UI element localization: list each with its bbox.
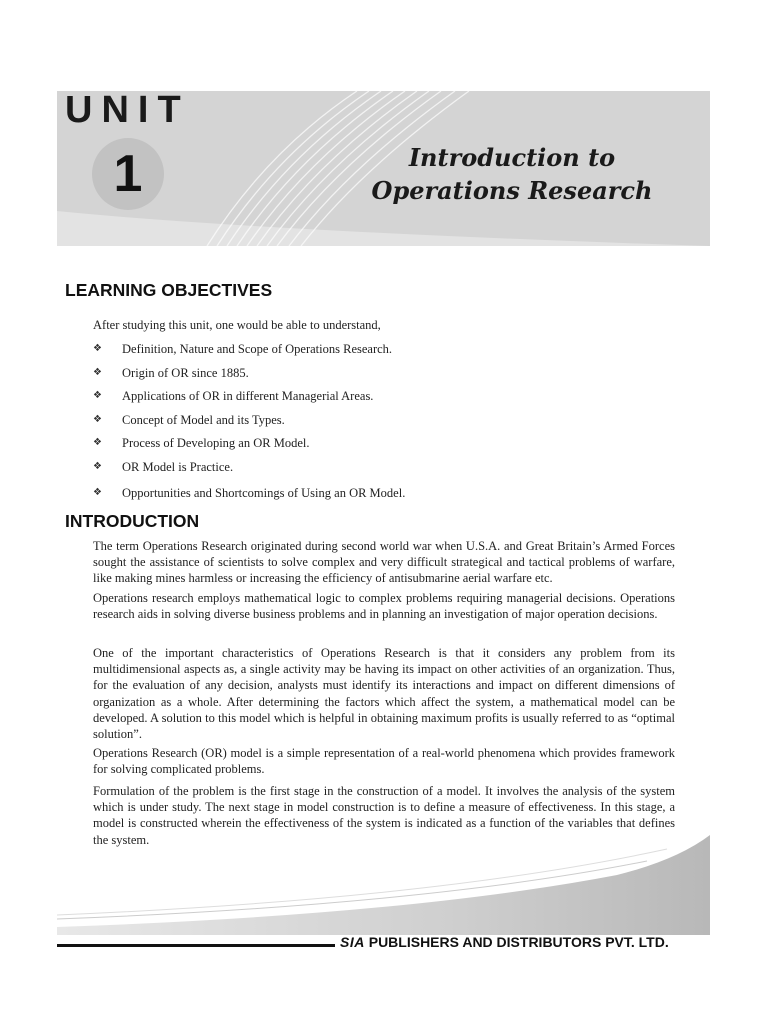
unit-title xyxy=(327,141,697,207)
unit-title-line2: Operations Research xyxy=(371,176,653,205)
introduction-heading: INTRODUCTION xyxy=(65,511,200,531)
decorative-swoosh xyxy=(57,835,710,935)
unit-title-line1: Introduction to xyxy=(408,143,616,172)
paragraph: The term Operations Research originated during second world war when U.S.A. and Great Britain’s Armed Forces sought the assistance of scientists to solve complex and very difficult strategical and tactical problems of warfare, like making mines harmless or increasing the efficiency of antisubmarine aerial warfare etc. xyxy=(93,539,675,586)
diamond-bullet-icon: ❖ xyxy=(93,461,102,472)
paragraph: Formulation of the problem is the first stage in the construction of a model. It involves the analysis of the system which is under study. The next stage in model construction is to define a measure of effectiveness. In this stage, a model is constructed wherein the effectiveness of the system is indicated as a function of the variables that defines the system. xyxy=(93,784,675,847)
paragraph: One of the important characteristics of Operations Research is that it considers any problem from its multidimensional aspects as, a single activity may be having its impact on other activities of an organization. Thus, for the evaluation of any decision, analysts must identify its interactions and impact on different dimensions of organization as a whole. After determining the factors which affect the system, a mathematical model can be developed. A solution to this model which is helpful in obtaining maximum profits is usually referred to as “optimal solution”. xyxy=(93,646,675,742)
footer-rule xyxy=(57,944,335,947)
diamond-bullet-icon: ❖ xyxy=(93,367,102,378)
paragraph: Operations Research (OR) model is a simple representation of a real-world phenomena which provides framework for solving complicated problems. xyxy=(93,746,675,777)
diamond-bullet-icon: ❖ xyxy=(93,343,102,354)
unit-label: UNIT xyxy=(65,91,190,131)
unit-banner xyxy=(57,91,710,246)
publisher-name: PUBLISHERS AND DISTRIBUTORS PVT. LTD. xyxy=(368,934,669,950)
diamond-bullet-icon: ❖ xyxy=(93,487,102,498)
paragraph: Operations research employs mathematical logic to complex problems requiring managerial decisions. Operations research aids in solving diverse business problems and in planning an investigation of major operation decisions. xyxy=(93,591,675,622)
diamond-bullet-icon: ❖ xyxy=(93,390,102,401)
unit-number: 1 xyxy=(113,145,143,203)
learning-objectives-heading: LEARNING OBJECTIVES xyxy=(65,280,273,300)
footer-publisher xyxy=(340,934,669,950)
publisher-logo: SIA xyxy=(340,934,365,950)
diamond-bullet-icon: ❖ xyxy=(93,414,102,425)
diamond-bullet-icon: ❖ xyxy=(93,437,102,448)
objectives-intro: After studying this unit, one would be able to understand, xyxy=(93,318,381,332)
